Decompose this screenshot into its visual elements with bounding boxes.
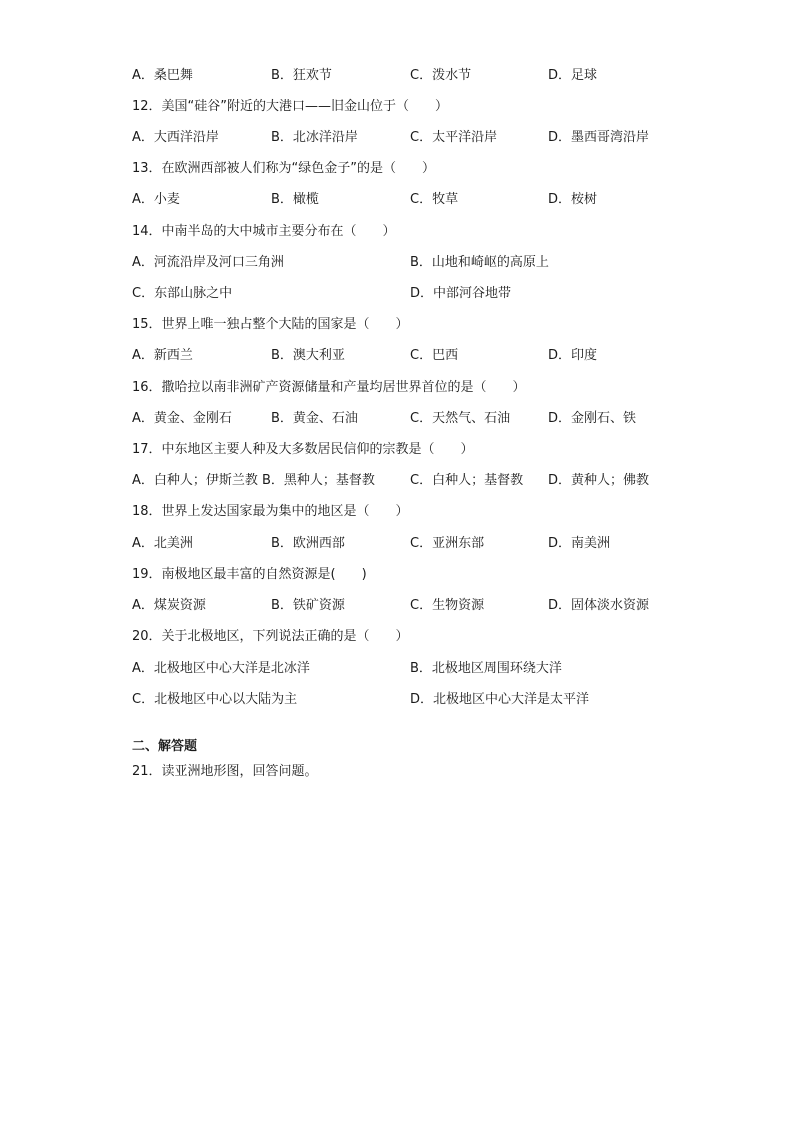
- q17-option-c: C．白种人；基督教: [410, 473, 524, 488]
- q18-option-d: D．南美洲: [548, 536, 611, 551]
- q17-option-a: A．白种人；伊斯兰教: [132, 473, 258, 488]
- q17-stem: 17．中东地区主要人种及大多数居民信仰的宗教是（ ）: [132, 442, 474, 457]
- q14-option-c: C．东部山脉之中: [132, 286, 233, 301]
- q15-option-a: A．新西兰: [132, 348, 193, 363]
- q12-option-c: C．太平洋沿岸: [410, 130, 498, 145]
- q11-option-d: D．足球: [548, 68, 598, 83]
- q18-option-c: C．亚洲东部: [410, 536, 485, 551]
- q14-stem: 14．中南半岛的大中城市主要分布在（ ）: [132, 224, 396, 239]
- q13-option-d: D．桉树: [548, 192, 598, 207]
- q14-option-b: B．山地和崎岖的高原上: [410, 255, 549, 270]
- q11-option-a: A．桑巴舞: [132, 68, 193, 83]
- q19-option-b: B．铁矿资源: [271, 598, 345, 613]
- q12-option-a: A．大西洋沿岸: [132, 130, 219, 145]
- q14-option-a: A．河流沿岸及河口三角洲: [132, 255, 284, 270]
- q16-option-c: C．天然气、石油: [410, 411, 511, 426]
- q19-option-c: C．生物资源: [410, 598, 485, 613]
- q19-option-d: D．固体淡水资源: [548, 598, 650, 613]
- q20-option-d: D．北极地区中心大洋是太平洋: [410, 692, 590, 707]
- q12-option-d: D．墨西哥湾沿岸: [548, 130, 650, 145]
- q16-option-b: B．黄金、石油: [271, 411, 358, 426]
- q15-option-b: B．澳大利亚: [271, 348, 345, 363]
- q17-option-b: B．黑种人；基督教: [262, 473, 375, 488]
- q15-option-c: C．巴西: [410, 348, 459, 363]
- q18-option-a: A．北美洲: [132, 536, 193, 551]
- q20-option-a: A．北极地区中心大洋是北冰洋: [132, 661, 310, 676]
- q16-stem: 16．撒哈拉以南非洲矿产资源储量和产量均居世界首位的是（ ）: [132, 380, 526, 395]
- q13-stem: 13．在欧洲西部被人们称为“绿色金子”的是（ ）: [132, 161, 436, 176]
- q18-option-b: B．欧洲西部: [271, 536, 345, 551]
- q21-stem: 21．读亚洲地形图，回答问题。: [132, 764, 318, 779]
- q17-option-d: D．黄种人；佛教: [548, 473, 650, 488]
- q12-option-b: B．北冰洋沿岸: [271, 130, 358, 145]
- q19-stem: 19．南极地区最丰富的自然资源是( ): [132, 567, 367, 582]
- q20-option-b: B．北极地区周围环绕大洋: [410, 661, 562, 676]
- q20-stem: 20．关于北极地区，下列说法正确的是（ ）: [132, 629, 409, 644]
- q15-option-d: D．印度: [548, 348, 598, 363]
- q12-stem: 12．美国“硅谷”附近的大港口——旧金山位于（ ）: [132, 99, 449, 114]
- q14-option-d: D．中部河谷地带: [410, 286, 512, 301]
- q13-option-a: A．小麦: [132, 192, 180, 207]
- q18-stem: 18．世界上发达国家最为集中的地区是（ ）: [132, 504, 409, 519]
- q11-option-b: B．狂欢节: [271, 68, 332, 83]
- q15-stem: 15．世界上唯一独占整个大陆的国家是（ ）: [132, 317, 409, 332]
- q20-option-c: C．北极地区中心以大陆为主: [132, 692, 298, 707]
- q13-option-b: B．橄榄: [271, 192, 319, 207]
- q19-option-a: A．煤炭资源: [132, 598, 206, 613]
- q11-option-c: C．泼水节: [410, 68, 472, 83]
- section-title: 二、解答题: [132, 739, 198, 754]
- q16-option-d: D．金刚石、铁: [548, 411, 637, 426]
- q13-option-c: C．牧草: [410, 192, 459, 207]
- q16-option-a: A．黄金、金刚石: [132, 411, 232, 426]
